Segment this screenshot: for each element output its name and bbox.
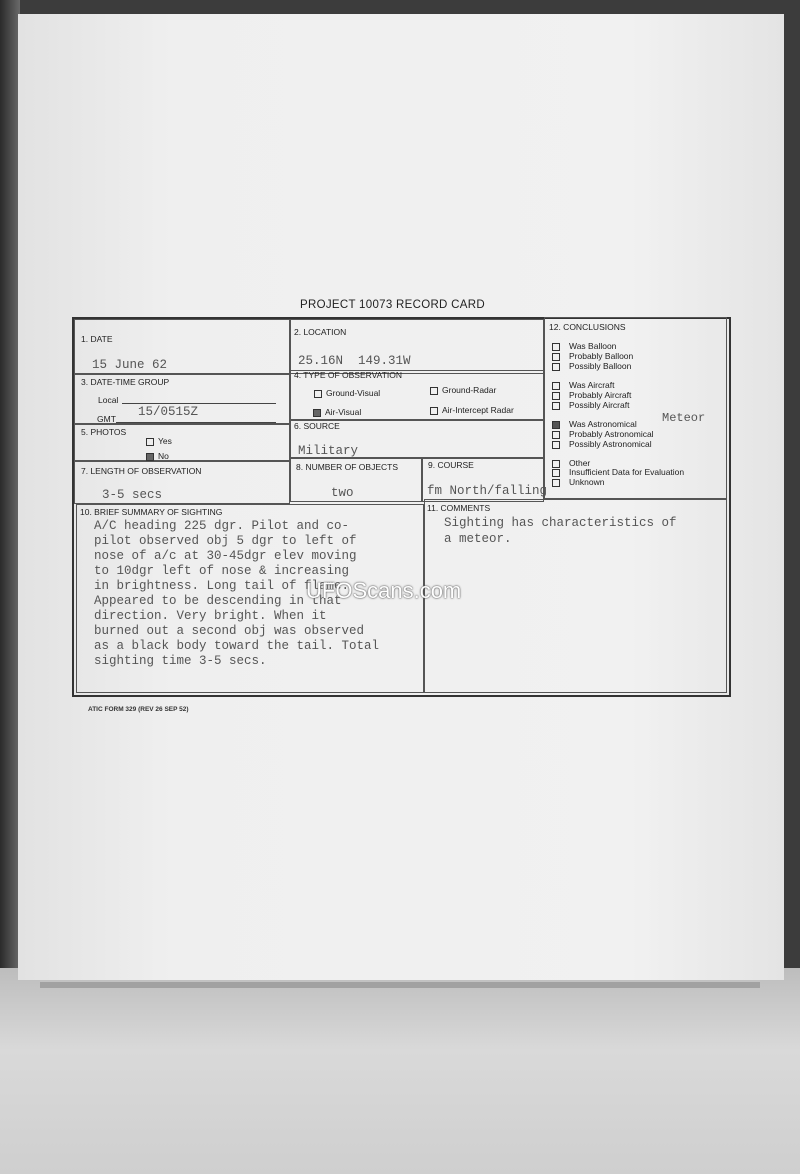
summary-line: Appeared to be descending in that [94, 594, 342, 608]
conclusion-item [552, 380, 615, 390]
checkbox-checked [552, 421, 560, 429]
checkbox [146, 438, 154, 446]
conclusion-label: Possibly Astronomical [569, 439, 652, 449]
gmt-value: 15/0515Z [138, 405, 199, 419]
gmt-label: GMT [97, 414, 116, 424]
rear-sheet-edge [40, 982, 760, 988]
conclusion-item-checked [552, 419, 637, 429]
local-line [122, 403, 276, 404]
watermark: UFOScans.com [306, 578, 462, 603]
conclusion-item [552, 400, 629, 410]
course-label: 9. COURSE [428, 460, 474, 470]
option-label: Yes [158, 436, 172, 446]
photos-label: 5. PHOTOS [81, 427, 127, 437]
summary-line: A/C heading 225 dgr. Pilot and co- [94, 519, 350, 533]
option-air-visual [313, 407, 361, 417]
summary-line: to 10dgr left of nose & increasing [94, 564, 350, 578]
local-label: Local [98, 395, 119, 405]
checkbox [314, 390, 322, 398]
checkbox-checked [146, 453, 154, 461]
photos-no [146, 451, 169, 461]
length-label: 7. LENGTH OF OBSERVATION [81, 466, 202, 476]
photos-yes [146, 436, 172, 446]
checkbox [552, 402, 560, 410]
length-value: 3-5 secs [102, 488, 163, 502]
comments-label: 11. COMMENTS [427, 503, 491, 513]
conclusion-label: Probably Balloon [569, 351, 634, 361]
scan-left-shadow [0, 0, 20, 980]
option-label: Air-Intercept Radar [442, 405, 514, 415]
summary-line: as a black body toward the tail. Total [94, 639, 380, 653]
summary-line: in brightness. Long tail of flame. [94, 579, 350, 593]
number-objects-label: 8. NUMBER OF OBJECTS [296, 462, 399, 472]
option-label: Ground-Visual [326, 388, 381, 398]
checkbox [552, 431, 560, 439]
checkbox [430, 387, 438, 395]
conclusion-label: Possibly Balloon [569, 361, 632, 371]
conclusion-item [552, 341, 616, 351]
type-observation-label: 4. TYPE OF OBSERVATION [294, 370, 403, 380]
summary-label: 10. BRIEF SUMMARY OF SIGHTING [80, 507, 223, 517]
conclusion-item [552, 351, 633, 361]
checkbox [430, 407, 438, 415]
summary-line: sighting time 3-5 secs. [94, 654, 267, 668]
gmt-line [116, 422, 276, 423]
location-value: 25.16N 149.31W [298, 354, 411, 368]
source-label: 6. SOURCE [294, 421, 340, 431]
checkbox [552, 469, 560, 477]
summary-line: pilot observed obj 5 dgr to left of [94, 534, 357, 548]
summary-line: nose of a/c at 30-45dgr elev moving [94, 549, 357, 563]
course-value: fm North/falling [427, 484, 548, 498]
option-label: No [158, 451, 169, 461]
conclusion-item [552, 477, 604, 487]
date-value: 15 June 62 [92, 358, 168, 372]
conclusion-item [552, 361, 631, 371]
checkbox-checked [313, 409, 321, 417]
conclusion-item [552, 439, 652, 449]
conclusion-label: Other [569, 458, 591, 468]
comments-line: a meteor. [444, 532, 512, 546]
checkbox [552, 479, 560, 487]
option-ground-radar [430, 385, 496, 395]
option-air-intercept-radar [430, 405, 514, 415]
date-time-group-label: 3. DATE-TIME GROUP [81, 377, 170, 387]
conclusion-label: Insufficient Data for Evaluation [569, 467, 685, 477]
form-number: ATIC FORM 329 (REV 26 SEP 52) [88, 706, 189, 713]
rear-sheet [0, 968, 800, 1174]
number-objects-value: two [331, 486, 354, 500]
option-label: Ground-Radar [442, 385, 497, 395]
conclusion-label: Probably Astronomical [569, 429, 654, 439]
checkbox [552, 363, 560, 371]
checkbox [552, 343, 560, 351]
checkbox [552, 392, 560, 400]
conclusion-item [552, 467, 684, 477]
conclusion-label: Possibly Aircraft [569, 400, 630, 410]
conclusion-label: Unknown [569, 477, 605, 487]
location-label: 2. LOCATION [294, 327, 347, 337]
conclusions-label: 12. CONCLUSIONS [549, 322, 626, 332]
summary-line: direction. Very bright. When it [94, 609, 327, 623]
checkbox [552, 382, 560, 390]
option-label: Air-Visual [325, 407, 362, 417]
date-label: 1. DATE [81, 334, 113, 344]
conclusion-annotation: Meteor [662, 411, 706, 425]
option-ground-visual [314, 388, 380, 398]
card-title: PROJECT 10073 RECORD CARD [300, 299, 485, 311]
source-value: Military [298, 444, 359, 458]
checkbox [552, 353, 560, 361]
conclusion-label: Probably Aircraft [569, 390, 632, 400]
conclusion-label: Was Astronomical [569, 419, 637, 429]
comments-line: Sighting has characteristics of [444, 516, 677, 530]
checkbox [552, 441, 560, 449]
conclusion-item [552, 390, 631, 400]
conclusion-label: Was Balloon [569, 341, 617, 351]
conclusion-label: Was Aircraft [569, 380, 615, 390]
summary-line: burned out a second obj was observed [94, 624, 365, 638]
conclusion-item [552, 429, 654, 439]
